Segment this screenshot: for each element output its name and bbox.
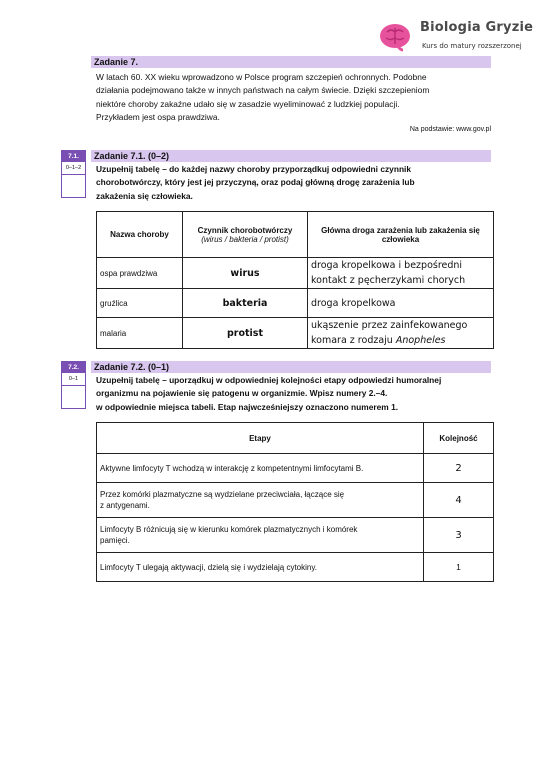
table-row — [97, 318, 494, 349]
table-row — [97, 454, 494, 483]
col-header-agent — [183, 212, 308, 258]
route-answer[interactable] — [308, 289, 494, 318]
col-header-route: Główna droga zarażenia lub zakażenia się człowieka — [308, 212, 494, 258]
intro-line: W latach 60. XX wieku wprowadzono w Polsce program szczepień ochronnych. Podobne — [96, 72, 427, 82]
order-answer[interactable]: 2 — [424, 454, 494, 483]
col-header-disease: Nazwa choroby — [97, 212, 183, 258]
genus-name: Anopheles — [395, 335, 446, 346]
task72-score-box — [61, 361, 86, 409]
task71-score-box — [61, 150, 86, 198]
table-row — [97, 483, 494, 518]
route-line: droga kropelkowa — [311, 297, 396, 309]
route-line: komara z rodzaju — [311, 335, 396, 346]
task7-header-bar — [91, 56, 491, 68]
agent-answer[interactable]: protist — [183, 318, 308, 349]
brand-header — [378, 20, 548, 60]
table-row — [97, 518, 494, 553]
instruction-line: Uzupełnij tabelę – uporządkuj w odpowiedniej kolejności etapy odpowiedzi humoralnej — [96, 375, 442, 385]
stage-line: Limfocyty T ulegają aktywacji, dzielą się i wydzielają cytokiny. — [100, 562, 317, 572]
table-row — [97, 258, 494, 289]
agent-header-options: (wirus / bakteria / protist) — [201, 234, 289, 244]
task71-number: 7.1. — [62, 151, 85, 162]
instruction-line: zakażenia się człowieka. — [96, 190, 193, 201]
route-line: kontakt z pęcherzykami chorych — [311, 275, 466, 286]
stage-line: Limfocyty B różnicują się w kierunku komórek plazmatycznych i komórek — [100, 525, 358, 534]
disease-name: gruźlica — [97, 289, 183, 318]
task72-instruction — [96, 374, 496, 414]
route-answer[interactable] — [308, 318, 494, 349]
instruction-line: w odpowiednie miejsca tabeli. Etap najwcześniejszy oznaczono numerem 1. — [96, 401, 399, 412]
agent-header-label: Czynnik chorobotwórczy — [197, 225, 293, 235]
stage-text — [97, 553, 424, 582]
task71-header-bar — [91, 150, 491, 162]
order-answer[interactable]: 4 — [424, 483, 494, 518]
task7-intro — [96, 71, 496, 124]
stage-line: pamięci. — [100, 536, 130, 545]
stage-line: Aktywne limfocyty T wchodzą w interakcję z kompetentnymi limfocytami B. — [100, 463, 364, 473]
stages-table — [96, 422, 494, 582]
task71-instruction — [96, 163, 496, 203]
source-note: Na podstawie: www.gov.pl — [409, 126, 491, 133]
order-answer[interactable]: 3 — [424, 518, 494, 553]
table-row — [97, 289, 494, 318]
intro-line: działania podejmowano także w innych państwach na całym świecie. Dzięki szczepieniom — [96, 85, 430, 96]
instruction-line: Uzupełnij tabelę – do każdej nazwy choroby przyporządkuj odpowiedni czynnik — [96, 164, 412, 174]
stage-line: Przez komórki plazmatyczne są wydzielane przeciwciała, łączące się — [100, 490, 345, 499]
brain-logo-icon — [378, 22, 412, 52]
col-header-stages: Etapy — [97, 423, 424, 454]
disease-name: malaria — [97, 318, 183, 349]
disease-table — [96, 211, 494, 349]
task72-number: 7.2. — [62, 362, 85, 373]
task7-title: Zadanie 7. — [94, 57, 139, 67]
instruction-line: organizmu na pojawienie się patogenu w organizmie. Wpisz numery 2.–4. — [96, 388, 388, 399]
stage-text — [97, 454, 424, 483]
task72-title: Zadanie 7.2. (0–1) — [94, 362, 170, 372]
agent-answer[interactable]: wirus — [183, 258, 308, 289]
order-given: 1 — [424, 553, 494, 582]
brand-tagline: Kurs do matury rozszerzonej — [422, 42, 522, 50]
route-line: droga kropelkowa i bezpośredni — [311, 260, 463, 271]
table-row — [97, 553, 494, 582]
task71-score-field[interactable] — [62, 175, 85, 197]
task72-header-bar — [91, 361, 491, 373]
col-header-order: Kolejność — [424, 423, 494, 454]
stage-line: z antygenami. — [100, 501, 150, 510]
task72-score-field[interactable] — [62, 386, 85, 408]
stage-text — [97, 483, 424, 518]
task71-title: Zadanie 7.1. (0–2) — [94, 151, 170, 161]
disease-name: ospa prawdziwa — [97, 258, 183, 289]
task72-points: 0–1 — [62, 373, 85, 386]
table-header-row — [97, 423, 494, 454]
instruction-line: chorobotwórczy, który jest jej przyczyną, oraz podaj główną drogę zarażenia lub — [96, 177, 415, 188]
table-header-row — [97, 212, 494, 258]
brand-name: Biologia Gryzie — [420, 20, 534, 35]
agent-answer[interactable]: bakteria — [183, 289, 308, 318]
task71-points: 0–1–2 — [62, 162, 85, 175]
route-answer[interactable] — [308, 258, 494, 289]
route-line: ukąszenie przez zainfekowanego — [311, 320, 468, 331]
intro-line: Przykładem jest ospa prawdziwa. — [96, 111, 220, 122]
stage-text — [97, 518, 424, 553]
intro-line: niektóre choroby zakaźne udało się w zasadzie wyeliminować z ludzkiej populacji. — [96, 98, 400, 109]
